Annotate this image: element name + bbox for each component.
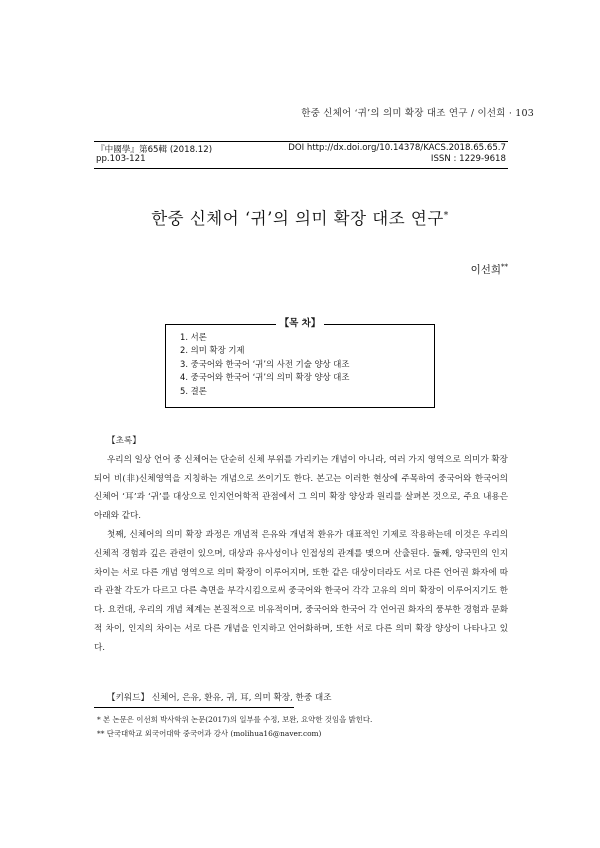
keywords-text: 신체어, 은유, 환유, 귀, 耳, 의미 확장, 한중 대조 (151, 693, 332, 703)
footnotes (97, 713, 372, 741)
keywords (107, 691, 332, 703)
paper-title-text: 한중 신체어 ‘귀’의 의미 확장 대조 연구 (151, 209, 444, 228)
author-name: 이선희 (470, 264, 501, 276)
footnote: * 본 논문은 이선희 박사학위 논문(2017)의 일부를 수정, 보완, 요약한 것임을 밝힌다. (97, 715, 373, 724)
toc-item: 5. 결론 (180, 385, 207, 396)
footnote-rule (94, 707, 294, 708)
abstract-paragraph: 첫째, 신체어의 의미 확장 과정은 개념적 은유와 개념적 환유가 대표적인 기제로 작용하는데 이것은 우리의 신체적 경험과 깊은 관련이 있으며, 대상과 유사성이나 인접성의 관계를 맺으며 산출된다. 둘째, 양국민의 인지 차이는 서로 다른 개념 영역으로 의미 확장이 이루어지며, 또한 같은 대상이더라도 서로 다른 언어권 화자에 따라 관찰 각도가 다르고 다른 측면을 부각시킴으로써 중국어와 한국어 각각 고유의 의미 확장이 이루어지기도 한다. 요컨대, 우리의 개념 체계는 본질적으로 비유적이며, 중국어와 한국어 각 언어권 화자의 풍부한 경험과 문화적 차이, 인지의 차이는 서로 다른 개념을 인지하고 언어화하며, 또한 서로 다른 의미 확장 양상이 나타나고 있다. (94, 529, 508, 653)
meta-bottom-rule (94, 168, 508, 169)
page-range: pp.103-121 (96, 154, 146, 164)
issn: ISSN : 1229-9618 (430, 154, 506, 164)
toc-item: 4. 중국어와 한국어 ‘귀’의 의미 확장 양상 대조 (180, 372, 350, 383)
toc-item: 2. 의미 확장 기제 (180, 345, 245, 356)
keywords-label: 【키워드】 (107, 693, 150, 703)
meta-top-rule (94, 141, 508, 142)
toc-item: 1. 서론 (180, 332, 207, 342)
author (471, 262, 508, 277)
meta-row-2 (96, 154, 506, 164)
journal-info: 『中國學』第65輯 (2018.12) (96, 145, 213, 155)
footnote: ** 단국대학교 외국어대학 중국어과 강사 (molihua16@naver.com) (97, 729, 322, 738)
toc-heading (0, 311, 600, 330)
doi-link[interactable]: DOI http://dx.doi.org/10.14378/KACS.2018.65.65.7 (288, 143, 506, 153)
author-footnote-mark: ** (501, 263, 508, 271)
running-header: 한중 신체어 ‘귀’의 의미 확장 대조 연구 / 이선희 · 103 (301, 108, 534, 119)
abstract-heading: 【초록】 (107, 436, 141, 446)
toc-heading-text: 【목 차】 (276, 318, 325, 329)
abstract (94, 432, 508, 658)
toc-list (180, 331, 349, 398)
abstract-paragraph: 우리의 일상 언어 중 신체어는 단순히 신체 부위를 가리키는 개념이 아니라, 여러 가지 영역으로 의미가 확장되어 비(非)신체영역을 지칭하는 개념으로 쓰이기도 한다. 본고는 이러한 현상에 주목하여 중국어와 한국어의 신체어 ‘耳’과 ‘귀’를 대상으로 인지언어학적 관점에서 그 의미 확장 양상과 원리를 살펴본 것으로, 주요 내용은 아래와 같다. (94, 454, 508, 522)
title-footnote-mark: * (443, 211, 449, 221)
toc-item: 3. 중국어와 한국어 ‘귀’의 사전 기술 양상 대조 (180, 358, 350, 369)
paper-title (0, 205, 600, 229)
